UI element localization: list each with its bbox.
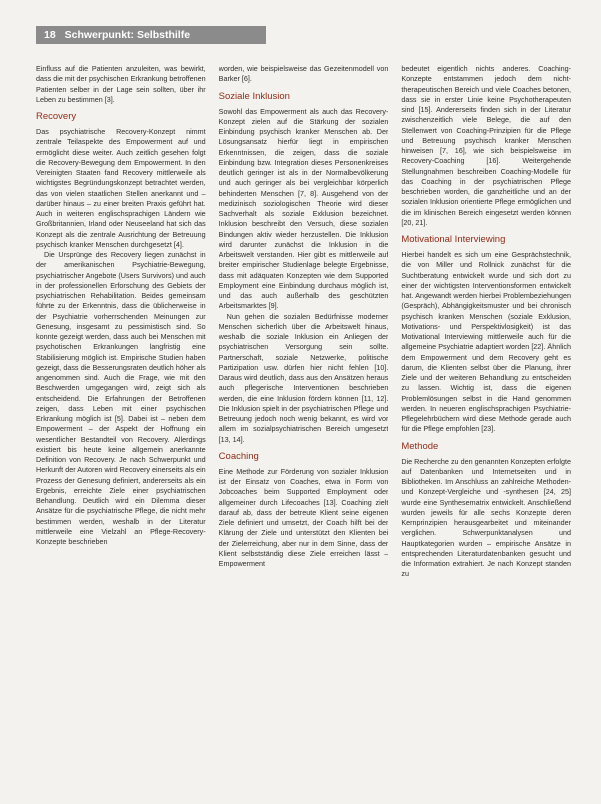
paragraph: Nun gehen die sozialen Bedürfnisse moderner Menschen sicherlich über die Arbeitswelt hinaus, weshalb die soziale Inklusion ein Anliegen der psychiatrischen Versorgung sein sollte. Partnerschaft, soziale Netzwerke, politische Partizipation usw. dürfen hier nicht fehlen [10]. Daraus wird deutlich, dass aus den Ansätzen heraus auch pflegerische Interventionen beschrieben werden, die eine Inklusion fördern können [11, 12]. Die Inklusion spielt in der psychiatrischen Pflege und Betreuung jedoch noch wenig bekannt, es wird vor allem im sozialpsychiatrischen Bereich umgesetzt [13, 14]. bbox=[218, 311, 389, 444]
paragraph: bedeutet eigentlich nichts anderes. Coaching-Konzepte entstammen jedoch dem nicht-therapeutischen Bereich und viele Coaches betonen, dass sie in erster Linie keine Psychotherapeuten sind [15]. Andererseits finden sich in der Literatur zwischenzeitlich viele Belege, die auf den Stellenwert von Coaching-Prinzipien für die Pflege und Betreuung psychisch kranker Menschen hinweisen [7, 16], wie sich beispielsweise im Recovery-Coaching [16]. Weitergehende Stellungnahmen beschreiben Coaching-Modelle für das Coaching in der psychiatrischen Pflege beschrieben worden, die ganzheitliche und an der sozialen Inklusion orientierte Pflege ermöglichen und die im klinischen Bereich eingesetzt werden können [20, 21]. bbox=[401, 64, 572, 227]
page-number: 18 bbox=[44, 29, 56, 41]
section-heading: Soziale Inklusion bbox=[218, 90, 290, 102]
section-heading: Methode bbox=[401, 440, 439, 452]
paragraph: worden, wie beispielsweise das Gezeitenmodell von Barker [6]. bbox=[218, 64, 389, 84]
paragraph: Hierbei handelt es sich um eine Gesprächstechnik, die von Miller und Rollnick zunächst für die Suchtberatung entwickelt wurde und sich dort zu einer der wichtigsten Interventionsformen entwickelt hat. Angewandt werden hierbei Problembeziehungen (Gespräch), Abhängigkeitsmuster und bei chronisch psychisch kranken Menschen (soziale Exklusion, Motivations- und Perspektivlosigkeit) ist das Motivational Interviewing mittlerweile auch für die allgemeine Psychiatrie adaptiert worden [22]. Ähnlich dem Empowerment und dem Recovery geht es darum, die Klienten selbst über die Planung, ihrer Ziele und der weiteren Behandlung zu entscheiden zu lassen. Wichtig ist, dass die eigenen Problemlösungen selbst in die Hand genommen werden. In neueren englischsprachigen Psychiatrie-Pflegelehrbüchern wird diese Methode gerade auch für die Pflege empfohlen [23]. bbox=[401, 250, 572, 434]
running-header bbox=[36, 26, 266, 44]
section-heading: Motivational Interviewing bbox=[401, 234, 506, 245]
section-heading: Recovery bbox=[36, 111, 77, 122]
paragraph: Eine Methode zur Förderung von sozialer Inklusion ist der Einsatz von Coaches, etwa in Form von Jobcoaches beim Supported Employment oder allgemeiner durch Lifecoaches [13]. Coaching zielt darauf ab, dass der betreute Klient seine eigenen Ziele definiert und umsetzt, der Coach hilft bei der Klärung der Ziele und unterstützt den Klienten bei der Zielerreichung, aber nur in dem Sinne, dass der Klient selbstständig diese Ziele erreichen lässt – Empowerment bbox=[218, 466, 389, 568]
section-heading: Coaching bbox=[218, 450, 259, 462]
paragraph: Einfluss auf die Patienten anzuleiten, was bewirkt, dass die mit der psychischen Erkrankung betroffenen Patienten selber in der Lage sein sollten, über ihr Leben zu bestimmen [3]. bbox=[36, 64, 206, 104]
article-body bbox=[36, 64, 571, 796]
paragraph: Die Ursprünge des Recovery liegen zunächst in der amerikanischen Psychiatrie-Bewegung, psychiatrischer Angebote (Users Survivors) und auch in der professionellen Erforschung des Gebiets der psychiatrischen Rehabilitation. Beides gemeinsam führte zu der Erkenntnis, dass die üblicherweise in der Psychiatrie vorherrschenden Meinungen zur Genesung, insgesamt zu pessimistisch sind. So konnte gezeigt werden, dass auch bei Menschen mit psychotischen Erkrankungen langfristig eine Stabilisierung möglich ist. Empirische Studien haben gezeigt, dass die Besserungsraten deutlich höher als angenommen sind. Auch die Frage, wie mit den Beschwerden umgegangen wird, zeigt sich als entscheidend. Die Erfahrungen der Betroffenen zeigen, dass Leben mit einer psychischen Erkrankung möglich ist [5]. Dabei ist – neben dem Empowerment – der Aspekt der Hoffnung ein wesentlicher Bestandteil von Recovery. Allerdings existiert bis heute keine allgemein anerkannte Definition von Recovery. Je nach Schwerpunkt und Herkunft der Autoren wird Recovery einerseits als ein Prozess der Genesung definiert, andererseits als ein Ergebnis, erreichte Ziele einer psychiatrischen Behandlung. Deutlich wird ein Dilemma dieser Ansätze für die psychiatrische Pflege, die nicht mehr bestimmen werden, weshalb in der Literatur mittlerweile eine Vielzahl an Pflege-Recovery-Konzepte beschrieben bbox=[36, 250, 206, 546]
text-column-2 bbox=[219, 64, 389, 796]
text-column-3 bbox=[401, 64, 571, 796]
paragraph: Die Recherche zu den genannten Konzepten erfolgte auf Datenbanken und Internetseiten und in Bibliotheken. Im Anschluss an zahlreiche Methoden- und Konzept-Vergleiche und -synthesen [24, 25] wurde eine Synthesematrix entwickelt. Anschließend wurden jeweils für alle sechs Konzepte deren Kernprinzipien herausgearbeitet und miteinander verglichen. Schwerpunktanalysen und Hauptkategorien wurden – empirische Ansätze in entsprechenden Literaturdatenbanken gesucht und die Information extrahiert. Je nach Konzept standen zu bbox=[401, 456, 572, 579]
paragraph: Das psychiatrische Recovery-Konzept nimmt zentrale Teilaspekte des Empowerment auf und ermöglicht diese weiter. Auch zeitlich gesehen folgt die Recovery-Bewegung dem Empowerment. In den Vereinigten Staaten fand Recovery mittlerweile als wichtigstes Begründungskonzept betrachtet werden, das von vielen staatlichen Stellen anerkannt und – darüber hinaus – zu einer breiten Praxis geführt hat. Auch in weiteren englischsprachigen Ländern wie Großbritannien, Irland oder Neuseeland hat sich das Konzept als die zentrale Ausrichtung der Betreuung psychisch kranker Menschen durchgesetzt [4]. bbox=[36, 127, 206, 249]
section-title: Schwerpunkt: Selbsthilfe bbox=[64, 29, 191, 41]
paragraph: Sowohl das Empowerment als auch das Recovery-Konzept zielen auf die Stärkung der sozialen Einbindung psychisch kranker Menschen ab. Der Lösungsansatz hierfür liegt in empirischen Erkenntnissen, die zeigen, dass die soziale Einbindung bzw. Integration dieses Personenkreises deutlich geringer ist als in der Normalbevölkerung und auch geringer als bei vergleichbar körperlich behinderten Menschen [7, 8]. Ausgehend von der medizinisch soziologischen Theorie wird dieser Sachverhalt als soziale Exklusion bezeichnet. Inklusion beschreibt den Versuch, diese sozialen Bindungen aktiv wieder herzustellen. Die Inklusion wird darunter zunächst die Inklusion in die Arbeitswelt verstanden. Hier gibt es mittlerweile auf breiter empirischer Studienlage belegte Ergebnisse, dass mit adäquaten Konzepten wie dem Supported Employment eine Einbindung durchaus möglich ist, und das auch außerhalb des geschützten Arbeitsmarktes [9]. bbox=[218, 106, 389, 311]
text-column-1 bbox=[36, 64, 206, 796]
